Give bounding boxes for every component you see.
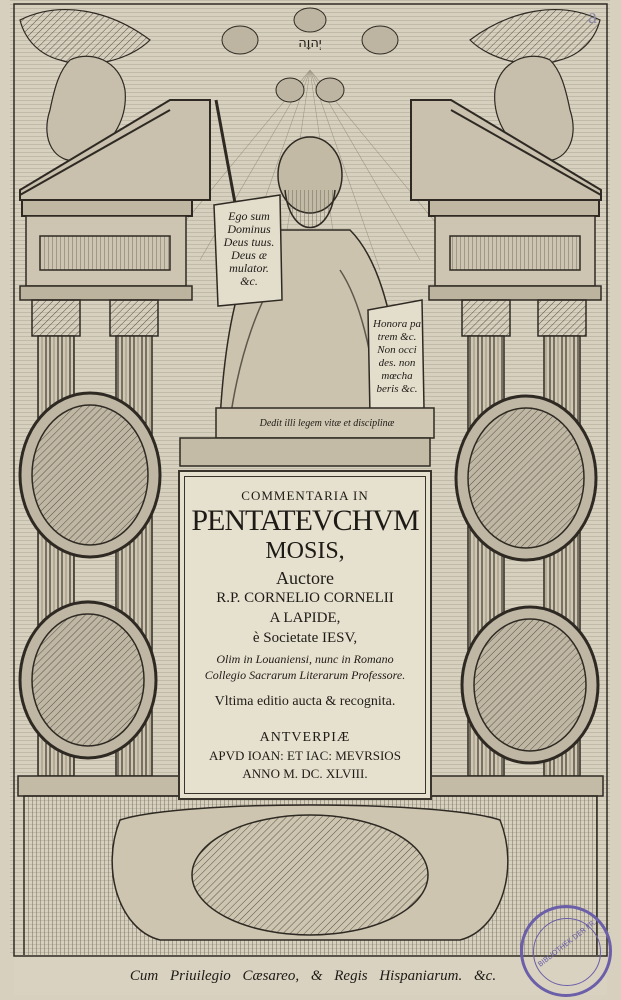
title-cartouche xyxy=(178,470,432,800)
title-line-3: MOSIS, xyxy=(265,538,345,564)
tablet-line: Deus tuus. xyxy=(223,235,275,249)
title-author: R.P. CORNELIO CORNELII xyxy=(216,590,394,606)
title-year: ANNO M. DC. XLVIII. xyxy=(242,766,368,781)
plinth xyxy=(14,776,607,995)
title-society: è Societate IESV, xyxy=(252,630,358,646)
title-printer: APVD IOAN: ET IAC: MEVRSIOS xyxy=(209,748,401,763)
pedestal-motto: Dedit illi legem vitæ et disciplinæ xyxy=(259,418,395,429)
tablet-line: Deus æ xyxy=(231,248,267,262)
title-olim: Olim in Louaniensi, nunc in Romano xyxy=(216,652,394,666)
title-auctore: Auctore xyxy=(276,568,334,588)
tetragrammaton: יְהוָה xyxy=(298,36,322,51)
pedestal xyxy=(180,408,434,466)
title-line-1: COMMENTARIA IN xyxy=(241,488,369,503)
tablet-line: trem &c. xyxy=(377,331,417,343)
title-main: PENTATEVCHVM xyxy=(191,504,419,537)
title-edition: Vltima editio aucta & recognita. xyxy=(214,694,396,709)
medallion-bottom-right xyxy=(462,607,598,763)
medallion-top-left xyxy=(20,393,160,557)
title-collegio: Collegio Sacrarum Literarum Professore. xyxy=(204,668,406,682)
tablet-line: mulator. xyxy=(229,261,269,275)
tablet-line: Dominus xyxy=(227,222,271,236)
tablet-line: Honora pa xyxy=(373,318,421,330)
tablet-line: Non occi xyxy=(377,344,417,356)
medallion-bottom-left xyxy=(20,602,156,758)
tablet-line: beris &c. xyxy=(376,383,418,395)
pencil-mark: a xyxy=(588,6,597,28)
tablet-line: &c. xyxy=(240,274,258,288)
left-entablature xyxy=(20,216,192,300)
title-author-2: A LAPIDE, xyxy=(269,610,341,626)
title-place: ANTVERPIÆ xyxy=(259,730,351,745)
stamp-text: BIBLIOTHEK DER FR... xyxy=(536,915,602,969)
medallion-top-right xyxy=(456,396,596,560)
right-tablet-text xyxy=(372,318,422,396)
left-tablet-text xyxy=(220,210,278,288)
tablet-line: mœcha xyxy=(381,370,413,382)
library-stamp xyxy=(520,905,612,997)
right-entablature xyxy=(429,216,601,300)
privilege-line: Cum Priuilegio Cæsareo, & Regis Hispaniarum. &c. xyxy=(129,968,497,984)
tablet-line: des. non xyxy=(378,357,416,369)
tablet-line: Ego sum xyxy=(228,209,270,223)
